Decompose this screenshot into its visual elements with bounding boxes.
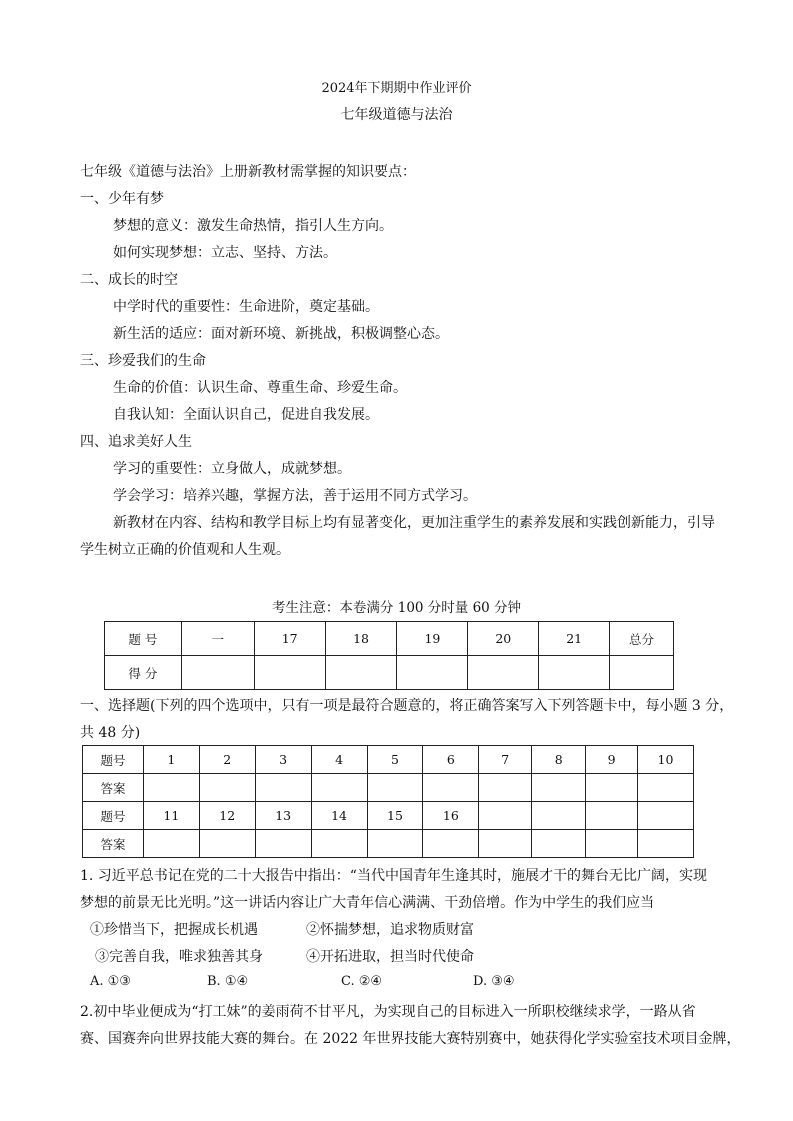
answer-cell[interactable] bbox=[479, 774, 532, 802]
question-number bbox=[586, 802, 638, 830]
answer-choice: B. ①④ bbox=[207, 974, 249, 989]
score-header-cell: 总分 bbox=[610, 622, 674, 656]
score-header-cell: 一 bbox=[181, 622, 254, 656]
answer-cell[interactable] bbox=[638, 830, 694, 858]
answer-row-label: 答案 bbox=[83, 830, 144, 858]
score-header-cell: 17 bbox=[254, 622, 325, 656]
section-heading: 二、成长的时空 bbox=[80, 272, 178, 288]
score-cell[interactable] bbox=[181, 656, 254, 690]
answer-cell[interactable] bbox=[423, 774, 479, 802]
answer-cell[interactable] bbox=[143, 774, 199, 802]
score-cell[interactable] bbox=[254, 656, 325, 690]
question-number: 14 bbox=[311, 802, 367, 830]
answer-cell[interactable] bbox=[586, 830, 638, 858]
question-number: 8 bbox=[532, 746, 586, 774]
score-header-cell: 20 bbox=[468, 622, 539, 656]
section-point: 自我认知：全面认识自己，促进自我发展。 bbox=[113, 407, 379, 423]
summary-text: 新教材在内容、结构和教学目标上均有显著变化，更加注重学生的素养发展和实践创新能力，引导 bbox=[113, 515, 715, 531]
question-number: 4 bbox=[311, 746, 367, 774]
question-number: 7 bbox=[479, 746, 532, 774]
score-value-row bbox=[105, 656, 674, 690]
question-number bbox=[638, 802, 694, 830]
outline-intro: 七年级《道德与法治》上册新教材需掌握的知识要点： bbox=[80, 164, 416, 180]
answer-cell[interactable] bbox=[479, 830, 532, 858]
section-point: 新生活的适应：面对新环境、新挑战，积极调整心态。 bbox=[113, 326, 449, 342]
score-cell[interactable] bbox=[610, 656, 674, 690]
answer-choice: D. ③④ bbox=[473, 974, 515, 989]
question-number bbox=[532, 802, 586, 830]
question-text: 梦想的前景无比光明。”这一讲话内容让广大青年信心满满、干劲倍增。作为中学生的我们应当 bbox=[80, 895, 655, 911]
score-header-cell: 18 bbox=[325, 622, 397, 656]
answer-choice: C. ②④ bbox=[341, 974, 383, 989]
question-number: 16 bbox=[423, 802, 479, 830]
question-option: ③完善自我，唯求独善其身 bbox=[95, 949, 263, 965]
question-number bbox=[479, 802, 532, 830]
question-number: 1 bbox=[143, 746, 199, 774]
section1-instruction: 一、选择题(下列的四个选项中，只有一项是最符合题意的，将正确答案写入下列答题卡中，每小题 3 分， bbox=[80, 698, 734, 714]
question-number: 15 bbox=[367, 802, 423, 830]
answer-cell[interactable] bbox=[143, 830, 199, 858]
section-heading: 一、少年有梦 bbox=[80, 191, 164, 207]
answer-cell[interactable] bbox=[367, 830, 423, 858]
section-point: 中学时代的重要性：生命进阶，奠定基础。 bbox=[113, 299, 379, 315]
answer-cell[interactable] bbox=[311, 774, 367, 802]
score-cell[interactable] bbox=[325, 656, 397, 690]
question-option: ②怀揣梦想，追求物质财富 bbox=[306, 922, 474, 938]
section-point: 学习的重要性：立身做人，成就梦想。 bbox=[113, 461, 351, 477]
answer-number-row bbox=[83, 746, 694, 774]
question-text: 2.初中毕业便成为“打工妹”的姜雨荷不甘平凡，为实现自己的目标进入一所职校继续求学，一路从省 bbox=[80, 1004, 696, 1020]
score-header-cell: 21 bbox=[539, 622, 610, 656]
section-heading: 三、珍爱我们的生命 bbox=[80, 353, 206, 369]
answer-cell[interactable] bbox=[586, 774, 638, 802]
answer-cell[interactable] bbox=[367, 774, 423, 802]
question-number: 6 bbox=[423, 746, 479, 774]
answer-cell[interactable] bbox=[255, 830, 311, 858]
score-row-label: 得 分 bbox=[105, 656, 182, 690]
answer-cell[interactable] bbox=[199, 774, 255, 802]
answer-cell[interactable] bbox=[255, 774, 311, 802]
answer-card-table bbox=[82, 745, 694, 858]
answer-input-row bbox=[83, 774, 694, 802]
question-text: 赛、国赛奔向世界技能大赛的舞台。在 2022 年世界技能大赛特别赛中，她获得化学实验室技术项目金牌， bbox=[80, 1031, 741, 1047]
section1-instruction: 共 48 分) bbox=[80, 725, 141, 741]
question-number: 11 bbox=[143, 802, 199, 830]
question-number: 9 bbox=[586, 746, 638, 774]
question-number: 13 bbox=[255, 802, 311, 830]
score-header-cell: 题 号 bbox=[105, 622, 182, 656]
answer-input-row bbox=[83, 830, 694, 858]
answer-row-label: 答案 bbox=[83, 774, 144, 802]
score-table bbox=[104, 621, 674, 690]
answer-cell[interactable] bbox=[532, 774, 586, 802]
answer-row-label: 题号 bbox=[83, 802, 144, 830]
answer-cell[interactable] bbox=[532, 830, 586, 858]
question-number: 10 bbox=[638, 746, 694, 774]
question-number: 5 bbox=[367, 746, 423, 774]
exam-notice: 考生注意：本卷满分 100 分时量 60 分钟 bbox=[271, 600, 522, 616]
answer-cell[interactable] bbox=[638, 774, 694, 802]
summary-text: 学生树立正确的价值观和人生观。 bbox=[80, 542, 290, 558]
section-point: 学会学习：培养兴趣，掌握方法，善于运用不同方式学习。 bbox=[113, 488, 477, 504]
section-point: 生命的价值：认识生命、尊重生命、珍爱生命。 bbox=[113, 380, 407, 396]
page-title: 2024年下期期中作业评价 bbox=[321, 81, 472, 96]
question-number: 3 bbox=[255, 746, 311, 774]
score-cell[interactable] bbox=[397, 656, 468, 690]
section-heading: 四、追求美好人生 bbox=[80, 434, 192, 450]
question-number: 12 bbox=[199, 802, 255, 830]
score-cell[interactable] bbox=[539, 656, 610, 690]
section-point: 如何实现梦想：立志、坚持、方法。 bbox=[113, 245, 337, 261]
question-number: 2 bbox=[199, 746, 255, 774]
score-header-row bbox=[105, 622, 674, 656]
answer-cell[interactable] bbox=[199, 830, 255, 858]
score-cell[interactable] bbox=[468, 656, 539, 690]
page-subtitle: 七年级道德与法治 bbox=[340, 107, 453, 123]
answer-number-row bbox=[83, 802, 694, 830]
question-option: ①珍惜当下，把握成长机遇 bbox=[90, 922, 258, 938]
answer-cell[interactable] bbox=[311, 830, 367, 858]
score-header-cell: 19 bbox=[397, 622, 468, 656]
question-text: 1. 习近平总书记在党的二十大报告中指出：“当代中国青年生逢其时，施展才干的舞台无比广阔，实现 bbox=[80, 868, 707, 884]
question-option: ④开拓进取，担当时代使命 bbox=[306, 949, 474, 965]
answer-choice: A. ①③ bbox=[90, 974, 131, 989]
answer-cell[interactable] bbox=[423, 830, 479, 858]
answer-row-label: 题号 bbox=[83, 746, 144, 774]
section-point: 梦想的意义：激发生命热情，指引人生方向。 bbox=[113, 218, 393, 234]
